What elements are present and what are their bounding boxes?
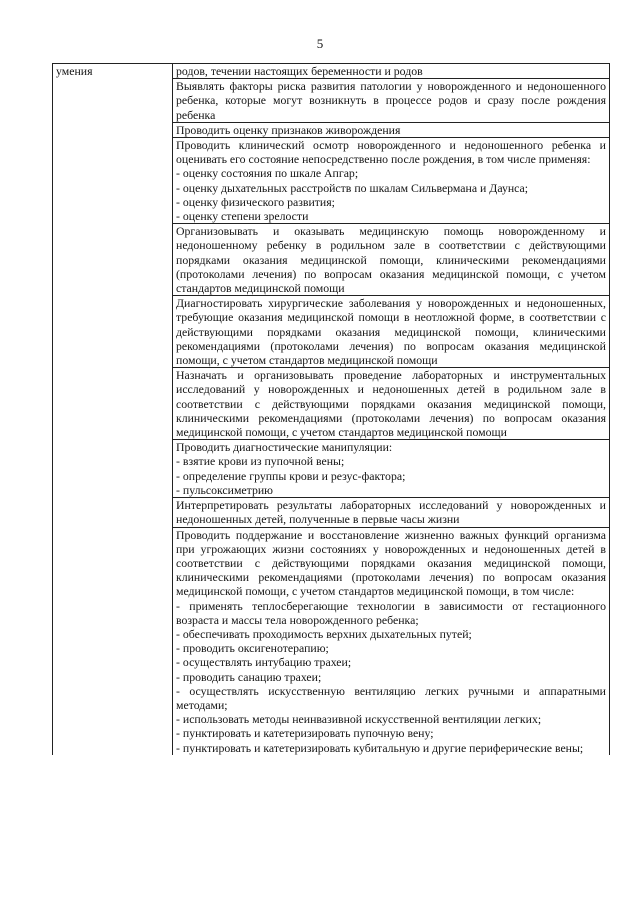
skill-cell bbox=[173, 224, 610, 296]
skill-line: Выявлять факторы риска развития патологии у новорожденного и недоношенного ребенка, которые могут возникнуть в процессе родов и сразу после рождения ребенка bbox=[176, 79, 606, 122]
skill-line: - осуществлять искусственную вентиляцию легких ручными и аппаратными методами; bbox=[176, 683, 606, 712]
skill-line: - проводить санацию трахеи; bbox=[176, 669, 322, 684]
skill-cell bbox=[173, 79, 610, 123]
skill-line: - пунктировать и катетеризировать кубитальную и другие периферические вены; bbox=[176, 740, 584, 755]
skill-line: Диагностировать хирургические заболевания у новорожденных и недоношенных, требующие оказания медицинской помощи в неотложной форме, в соответствии с действующими порядками оказания медицинской помощи, клиническими рекомендациями (протоколами лечения) по вопросам оказания медицинской помощи, с учетом стандартов медицинской помощи bbox=[176, 296, 606, 368]
skill-cell bbox=[173, 296, 610, 368]
skill-line: - использовать методы неинвазивной искусственной вентиляции легких; bbox=[176, 712, 542, 727]
skill-line: - оценку дыхательных расстройств по шкалам Сильвермана и Даунса; bbox=[176, 180, 529, 195]
skill-line: - пунктировать и катетеризировать пупочную вену; bbox=[176, 726, 434, 741]
skill-line: - применять теплосберегающие технологии в зависимости от гестационного возраста и массы тела новорожденного ребенка; bbox=[176, 598, 606, 627]
skills-table bbox=[52, 63, 610, 755]
skill-cell bbox=[173, 498, 610, 527]
skill-line: - оценку состояния по шкале Апгар; bbox=[176, 166, 359, 181]
skill-line: Проводить клинический осмотр новорожденного и недоношенного ребенка и оценивать его состояние непосредственно после рождения, в том числе применяя: bbox=[176, 138, 606, 167]
skill-line: Назначать и организовывать проведение лабораторных и инструментальных исследований у новорожденных и недоношенных детей в родильном зале в соответствии с действующими порядками оказания медицинской помощи, клиническими рекомендациями (протоколами лечения) по вопросам оказания медицинской помощи, с учетом стандартов медицинской помощи bbox=[176, 368, 606, 440]
skill-line: Проводить диагностические манипуляции: bbox=[176, 440, 393, 455]
skill-line: - оценку физического развития; bbox=[176, 194, 335, 209]
table-row bbox=[53, 64, 610, 79]
skill-line: - проводить оксигенотерапию; bbox=[176, 641, 329, 656]
skill-cell bbox=[173, 64, 610, 79]
skill-cell bbox=[173, 440, 610, 498]
skill-cell bbox=[173, 527, 610, 755]
left-label: умения bbox=[56, 64, 93, 78]
page-number: 5 bbox=[316, 36, 324, 51]
skill-line: Организовывать и оказывать медицинскую помощь новорожденному и недоношенному ребенку в родильном зале в соответствии с действующими порядками оказания медицинской помощи, клиническими рекомендациями (протоколами лечения) по вопросам оказания медицинской помощи, с учетом стандартов медицинской помощи bbox=[176, 224, 606, 296]
skill-line: родов, течении настоящих беременности и родов bbox=[176, 64, 423, 78]
skill-line: - определение группы крови и резус-фактора; bbox=[176, 468, 406, 483]
skill-line: - осуществлять интубацию трахеи; bbox=[176, 655, 352, 670]
skill-line: Проводить оценку признаков живорождения bbox=[176, 122, 401, 137]
left-label-cell bbox=[53, 64, 173, 755]
skill-line: - обеспечивать проходимость верхних дыхательных путей; bbox=[176, 626, 472, 641]
skill-cell bbox=[173, 368, 610, 440]
skill-line: - взятие крови из пупочной вены; bbox=[176, 454, 345, 469]
skill-cell bbox=[173, 122, 610, 137]
skill-line: - пульсоксиметрию bbox=[176, 482, 273, 497]
skill-line: Проводить поддержание и восстановление жизненно важных функций организма при угрожающих жизни состояниях у новорожденных и недоношенных детей в соответствии с действующими порядками оказания медицинской помощи, клиническими рекомендациями (протоколами лечения) по вопросам оказания медицинской помощи, с учетом стандартов медицинской помощи, в том числе: bbox=[176, 527, 606, 599]
skill-cell bbox=[173, 138, 610, 224]
skill-line: - оценку степени зрелости bbox=[176, 209, 309, 224]
skill-line: Интерпретировать результаты лабораторных исследований у новорожденных и недоношенных детей, полученные в первые часы жизни bbox=[176, 498, 606, 527]
